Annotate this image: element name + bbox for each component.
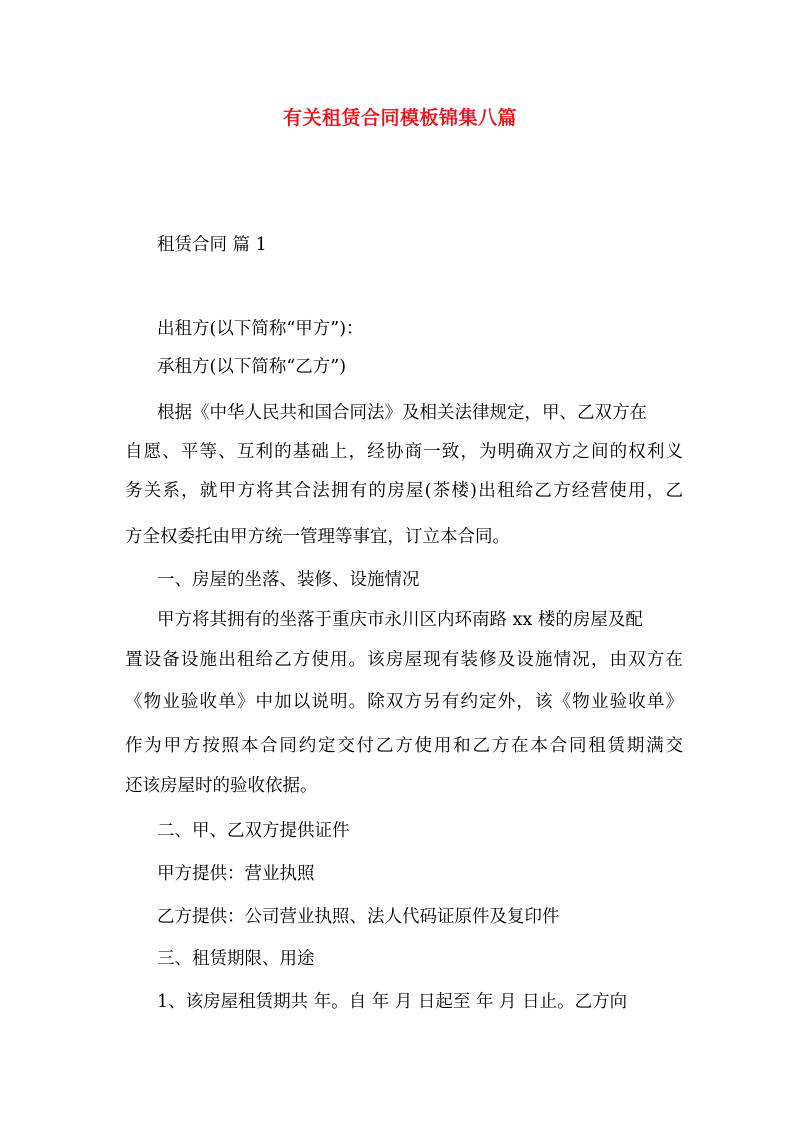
- paragraph-line: 1、该房屋租赁期共 年。自 年 月 日起至 年 月 日止。乙方向: [157, 992, 628, 1012]
- paragraph-line: 方全权委托由甲方统一管理等事宜，订立本合同。: [125, 527, 510, 547]
- paragraph-line: 自愿、平等、互利的基础上，经协商一致，为明确双方之间的权利义: [125, 442, 683, 462]
- paragraph-line: 务关系，就甲方将其合法拥有的房屋(茶楼)出租给乙方经营使用，乙: [125, 481, 683, 501]
- paragraph-line: 《物业验收单》中加以说明。除双方另有约定外，该《物业验收单》: [125, 692, 683, 712]
- paragraph-line: 作为甲方按照本合同约定交付乙方使用和乙方在本合同租赁期满交: [125, 736, 683, 756]
- paragraph-line: 甲方提供：营业执照: [157, 864, 315, 884]
- paragraph-line: 一、房屋的坐落、装修、设施情况: [157, 570, 420, 590]
- paragraph-line: 承租方(以下简称“乙方”): [157, 357, 347, 377]
- paragraph-line: 甲方将其拥有的坐落于重庆市永川区内环南路 xx 楼的房屋及配: [157, 610, 643, 630]
- paragraph-line: 置设备设施出租给乙方使用。该房屋现有装修及设施情况，由双方在: [125, 650, 683, 670]
- document-title: 有关租赁合同模板锦集八篇: [282, 107, 517, 129]
- paragraph-line: 还该房屋时的验收依据。: [125, 776, 318, 796]
- paragraph-line: 二、甲、乙双方提供证件: [157, 821, 350, 841]
- paragraph-line: 出租方(以下简称“甲方”)：: [157, 319, 364, 339]
- section-heading: 租赁合同 篇 1: [157, 235, 267, 255]
- paragraph-line: 根据《中华人民共和国合同法》及相关法律规定，甲、乙双方在: [157, 403, 647, 423]
- paragraph-line: 乙方提供：公司营业执照、法人代码证原件及复印件: [157, 907, 560, 927]
- paragraph-line: 三、租赁期限、用途: [157, 949, 315, 969]
